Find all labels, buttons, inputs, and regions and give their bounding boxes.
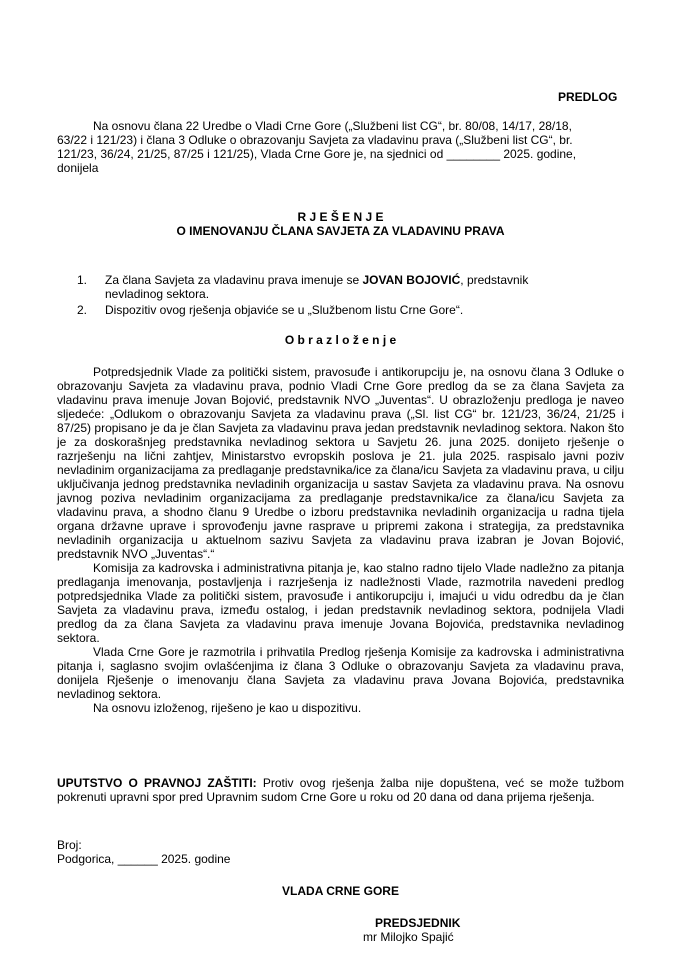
reasoning-body [57, 365, 624, 715]
signer-title: PREDSJEDNIK [375, 916, 461, 930]
reasoning-paragraph-2: Komisija za kadrovska i administrativna pitanja je, kao stalno radno tijelo Vlade nadležno za pitanja predlaganja imenovanja, postavljenja i razrješenja iz nadležnosti Vlade, razmotrila navedeni predlog potpredsjednika Vlade za politički sistem, pravosuđe i antikorupciju i, imajući u vidu odredbu da je član Savjeta za vladavinu prava, između ostalog, i jedan predstavnik nevladinog sektora, podnijela Vladi predlog da za člana Savjeta za vladavinu prava imenuje Jovana Bojovića, predstavnika nevladinog sektora. [57, 561, 624, 645]
dispositive-item-1-suffix: , predstavnik [460, 273, 529, 287]
dispositive-item-1-line-2: nevladinog sektora. [105, 287, 210, 301]
resolution-title-line-2: O IMENOVANJU ČLANA SAVJETA ZA VLADAVINU PRAVA [176, 224, 505, 238]
dispositive-item-1-number: 1. [77, 273, 88, 287]
reasoning-paragraph-4: Na osnovu izloženog, riješeno je kao u dispozitivu. [93, 701, 362, 715]
appointee-name: JOVAN BOJOVIĆ [362, 273, 461, 287]
reasoning-title: O b r a z l o ž e n j e [284, 333, 397, 347]
signer-name: mr Milojko Spajić [363, 930, 454, 944]
place-and-date: Podgorica, ______ 2025. godine [57, 852, 231, 866]
dispositive-item-2 [77, 303, 624, 317]
intro-line-1: Na osnovu člana 22 Uredbe o Vladi Crne Gore („Službeni list CG“, br. 80/08, 14/17, 28/18, [93, 119, 572, 133]
intro-line-2: 63/22 i 121/23) i člana 3 Odluke o obrazovanju Savjeta za vladavinu prava („Službeni list CG“, br. [57, 133, 573, 147]
intro-paragraph [57, 119, 624, 175]
intro-line-3: 121/23, 36/24, 21/25, 87/25 i 121/25), Vlada Crne Gore je, na sjednici od ________ 2025. godine, [57, 147, 577, 161]
legal-remedy-notice [57, 776, 624, 804]
resolution-title [57, 210, 624, 238]
dispositive-item-1 [77, 273, 624, 301]
government-name: VLADA CRNE GORE [282, 884, 399, 898]
resolution-title-line-1: R J E Š E N J E [297, 210, 384, 224]
dispositive-item-2-text: Dispozitiv ovog rješenja objaviće se u „Službenom listu Crne Gore“. [105, 303, 464, 317]
dispositive-item-2-number: 2. [77, 303, 88, 317]
dispositive-list [77, 273, 624, 317]
reasoning-paragraph-1: Potpredsjednik Vlade za politički sistem, pravosuđe i antikorupciju je, na osnovu člana 3 Odluke o obrazovanju Savjeta za vladavinu prava, podnio Vladi Crne Gore predlog da se za člana Savjeta za vladavinu prava imenuje Jovan Bojović, predstavnik NVO „Juventas“. U obrazloženju predloga je naveo sljedeće: „Odlukom o obrazovanju Savjeta za vladavinu prava („Sl. list CG“ br. 121/23, 36/24, 21/25 i 87/25) propisano je da je član Savjeta za vladavinu prava jedan predstavnik nevladinog sektora. Nakon što je za doskorašnjeg predstavnika nevladinog sektora u Savjetu 26. juna 2025. donijeto rješenje o razrješenju na lični zahtjev, Ministarstvo evropskih poslova je 21. jula 2025. raspisalo javni poziv nevladinim organizacijama za predlaganje predstavnika/ice za člana/icu Savjeta za vladavinu prava, u cilju uključivanja jednog predstavnika nevladinih organizacija u sastav Savjeta za vladavinu prava. Na osnovu javnog poziva nevladinim organizacijama za predlaganje predstavnika/ice za člana/icu Savjeta za vladavinu prava, a shodno članu 9 Uredbe o izboru predstavnika nevladinih organizacija u radna tijela organa državne uprave i sprovođenju javne rasprave u pripremi zakona i strategija, za predstavnika nevladinih organizacija u aktuelnom sazivu Savjeta za vladavinu prava izabran je Jovan Bojović, predstavnik NVO „Juventas“.“ [57, 365, 624, 561]
document-number: Broj: [57, 838, 82, 852]
dispositive-item-1-text: Za člana Savjeta za vladavinu prava imenuje se [105, 273, 363, 287]
legal-remedy-label: UPUTSTVO O PRAVNOJ ZAŠTITI: [57, 776, 257, 790]
intro-line-4: donijela [57, 161, 99, 175]
reasoning-paragraph-3: Vlada Crne Gore je razmotrila i prihvatila Predlog rješenja Komisije za kadrovska i administrativna pitanja i, saglasno svojim ovlašćenjima iz člana 3 Odluke o obrazovanju Savjeta za vladavinu prava, donijela Rješenje o imenovanju člana Savjeta za vladavinu prava Jovana Bojovića, predstavnika nevladinog sektora. [57, 645, 624, 701]
predlog-label: PREDLOG [558, 90, 618, 104]
legal-remedy-text: Protiv ovog rješenja žalba nije dopuštena, već se može tužbom pokrenuti upravni spor pred Upravnim sudom Crne Gore u roku od 20 dana od dana prijema rješenja. [57, 776, 624, 804]
